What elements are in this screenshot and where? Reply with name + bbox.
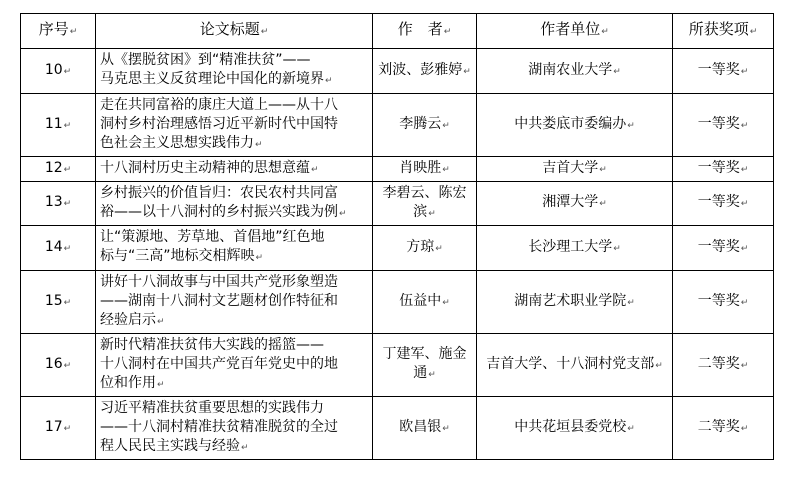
- cell-award: 二等奖↵: [673, 397, 774, 460]
- cell-num: 13↵: [21, 182, 96, 226]
- cell-title: [96, 94, 373, 157]
- table-row: [21, 182, 774, 226]
- title-line: ——湖南十八洞村文艺题材创作特征和: [100, 292, 338, 309]
- title-line: 让“策源地、芳草地、首倡地”红色地: [100, 229, 325, 245]
- table-row: [21, 49, 774, 94]
- cell-award: 一等奖↵: [673, 226, 774, 271]
- cell-author: 刘波、彭雅婷↵: [373, 49, 477, 94]
- award-table: [20, 13, 774, 460]
- header-unit: 作者单位↵: [477, 14, 673, 49]
- cell-award: 一等奖↵: [673, 94, 774, 157]
- table-row: [21, 397, 774, 460]
- table-row: [21, 226, 774, 271]
- header-award: 所获奖项↵: [673, 14, 774, 49]
- table-row: [21, 157, 774, 182]
- cell-award: 一等奖↵: [673, 157, 774, 182]
- cell-title: [96, 49, 373, 94]
- cell-num: 15↵: [21, 271, 96, 334]
- cell-award: 一等奖↵: [673, 271, 774, 334]
- cell-author: 伍益中↵: [373, 271, 477, 334]
- cell-title: [96, 157, 373, 182]
- cell-num: 16↵: [21, 334, 96, 397]
- title-line: 裕——以十八洞村的乡村振兴实践为例↵: [100, 203, 347, 220]
- cell-author: 欧昌银↵: [373, 397, 477, 460]
- table-row: [21, 334, 774, 397]
- title-line: 色社会主义思想实践伟力↵: [100, 134, 263, 151]
- cell-author: 李腾云↵: [373, 94, 477, 157]
- cell-unit: 中共娄底市委编办↵: [477, 94, 673, 157]
- title-line: 经验启示↵: [100, 311, 165, 328]
- cell-num: 11↵: [21, 94, 96, 157]
- cell-title: [96, 334, 373, 397]
- cell-unit: 长沙理工大学↵: [477, 226, 673, 271]
- title-line: 程人民民主实践与经验↵: [100, 437, 249, 454]
- table-row: [21, 271, 774, 334]
- title-line: 乡村振兴的价值旨归：农民农村共同富: [100, 184, 338, 201]
- cell-num: 12↵: [21, 157, 96, 182]
- cell-award: 一等奖↵: [673, 49, 774, 94]
- cell-author: 丁建军、施金通↵: [373, 334, 477, 397]
- title-line: 标与“三高”地标交相辉映↵: [100, 248, 264, 264]
- title-line: ——十八洞村精准扶贫精准脱贫的全过: [100, 418, 338, 435]
- title-line: 走在共同富裕的康庄大道上——从十八: [100, 96, 338, 113]
- cell-author: 肖映胜↵: [373, 157, 477, 182]
- cell-unit: 中共花垣县委党校↵: [477, 397, 673, 460]
- title-line: 洞村乡村治理感悟习近平新时代中国特: [100, 115, 338, 132]
- title-line: 讲好十八洞故事与中国共产党形象塑造: [100, 273, 338, 290]
- header-author: 作 者↵: [373, 14, 477, 49]
- cell-unit: 湘潭大学↵: [477, 182, 673, 226]
- cell-unit: 吉首大学、十八洞村党支部↵: [477, 334, 673, 397]
- cell-title: [96, 226, 373, 271]
- cell-author: 方琼↵: [373, 226, 477, 271]
- cell-num: 14↵: [21, 226, 96, 271]
- cell-title: [96, 271, 373, 334]
- title-line: 新时代精准扶贫伟大实践的摇篮——: [100, 336, 324, 353]
- title-line: 位和作用↵: [100, 374, 165, 391]
- table-row: [21, 94, 774, 157]
- cell-title: [96, 182, 373, 226]
- header-title: 论文标题↵: [96, 14, 373, 49]
- title-line: 习近平精准扶贫重要思想的实践伟力: [100, 399, 324, 416]
- title-line: 马克思主义反贫理论中国化的新境界↵: [100, 71, 333, 87]
- cell-unit: 湖南农业大学↵: [477, 49, 673, 94]
- title-line: 十八洞村历史主动精神的思想意蕴↵: [100, 159, 319, 176]
- cell-unit: 湖南艺术职业学院↵: [477, 271, 673, 334]
- cell-num: 17↵: [21, 397, 96, 460]
- table-header-row: [21, 14, 774, 49]
- cell-unit: 吉首大学↵: [477, 157, 673, 182]
- cell-author: 李碧云、陈宏滨↵: [373, 182, 477, 226]
- cell-award: 一等奖↵: [673, 182, 774, 226]
- title-line: 十八洞村在中国共产党百年党史中的地: [100, 355, 338, 372]
- header-num: 序号↵: [21, 14, 96, 49]
- cell-title: [96, 397, 373, 460]
- title-line: 从《摆脱贫困》到“精准扶贫”——: [100, 52, 311, 68]
- cell-award: 二等奖↵: [673, 334, 774, 397]
- cell-num: 10↵: [21, 49, 96, 94]
